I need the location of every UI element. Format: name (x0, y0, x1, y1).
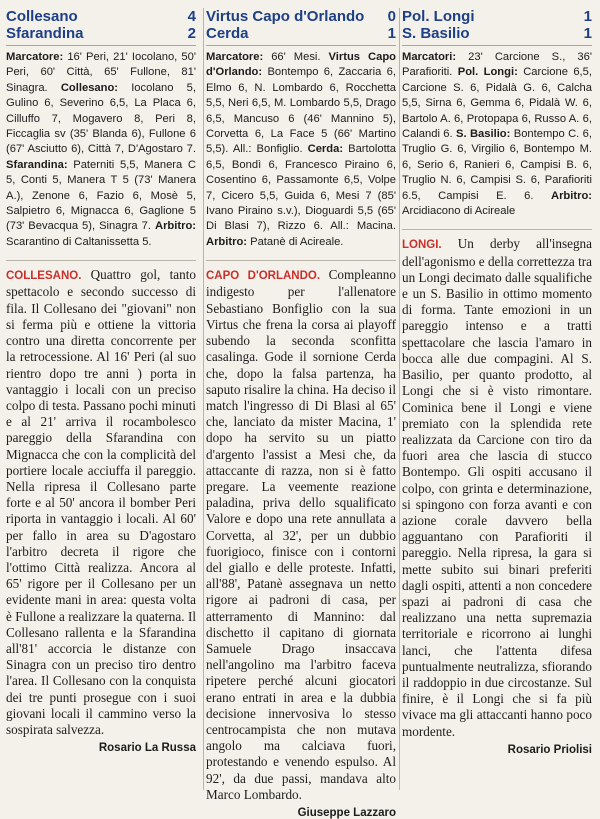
section-divider (402, 229, 592, 230)
box-label: Marcatore: (6, 51, 68, 63)
box-label: Marcatore: (206, 51, 272, 63)
section-divider (6, 260, 196, 261)
away-goals: 1 (583, 25, 592, 42)
box-label: S. Basilio: (456, 128, 514, 141)
away-team: S. Basilio (402, 25, 470, 42)
match-report-box (206, 50, 396, 250)
box-text: Patanè di Acireale. (250, 235, 344, 248)
away-goals: 2 (187, 25, 196, 42)
article-text: Un derby all'insegna dell'agonismo e della correttezza tra un Longi decimato dalle squalifiche e un S. Basilio in ottimo momento di forma. Tante emozioni in un pareggio intenso e a tratti spettacolare che lascia l'amaro in bocca alle due compagini. Al S. Basilio, per quanto prodotto, al Longi che si è visto rimontare. Cominica bene il Longi e viene premiato con la splendida rete realizzata da Carcione con tiro da fuori area che lascia di stucco Bontempo. Gli ospiti accusano il colpo, con grinta e determinazione, si spingono con forza avanti e con azione corale davvero bella agguantano con Parafioriti il pareggio. Nella ripresa, la gara si mette subito sui binari preferiti dagli ospiti, attenti a non concedere spazi ai padroni di casa che realizzano una netta supremazia territoriale e ricorrono ai lunghi lanci, che l'attenta difesa puntualmente neutralizza, sfiorando il raddoppio in due circostanze. Sul finire, è il Longi che si fa più vivace ma gli attaccanti hanno poco mordente. (402, 236, 592, 739)
box-text: Iocolano 5, Gulino 6, Severino 6,5, La Placa 6, Cilluffo 7, Mogavero 8, Peri 8, Ficcaglia sv (35' Blanda 6), Fullone 6 (67' Asciutto 6), Città 7, D'Agostaro 7. (6, 81, 196, 156)
home-team: Collesano (6, 8, 78, 25)
away-team: Cerda (206, 25, 249, 42)
article-kicker: COLLESANO. (6, 270, 82, 283)
scoreline (402, 8, 592, 42)
box-text: Carcione 6,5, Carcione S. 6, Pidalà G. 6, Calcha 5,5, Sirna 6, Gemma 6, Pidalà W. 6, Bartolo A. 6, Protopapa 6, Russo A. 6, Calandi 6. (402, 66, 592, 141)
box-label: Arbitro: (154, 220, 196, 233)
box-text: Paterniti 5,5, Manera C 5, Conti 5, Manera T 5 (73' Manera A.), Zenone 6, Fazio 6, Mosè 5, Salpietro 6, Mignacca 6, Gaglione 5 (73' Bevacqua 5), Sinagra 7. (6, 158, 196, 233)
column-rule (203, 8, 204, 790)
box-label: Cerda: (307, 143, 349, 156)
match-report-box (6, 50, 196, 250)
box-label: Pol. Longi: (457, 66, 524, 79)
column-rule (399, 8, 400, 790)
scoreline (6, 8, 196, 42)
away-team: Sfarandina (6, 25, 84, 42)
home-goals: 0 (387, 8, 396, 25)
box-text: 66' Mesi. (271, 51, 329, 63)
score-divider (206, 45, 396, 46)
home-goals: 1 (583, 8, 592, 25)
score-divider (402, 45, 592, 46)
article-body (402, 236, 592, 739)
article-body (206, 267, 396, 803)
box-label: Sfarandina: (6, 158, 74, 171)
box-label: Arbitro: (550, 189, 592, 202)
home-goals: 4 (187, 8, 196, 25)
box-text: 23' Carcione S., 36' Parafioriti. (402, 51, 593, 79)
article-body (6, 267, 196, 738)
box-label: Virtus Capo d'Orlando: (206, 51, 396, 79)
home-team: Virtus Capo d'Orlando (206, 8, 365, 25)
match-column-capo-dorlando (206, 8, 397, 819)
match-column-longi (402, 8, 592, 790)
box-label: Arbitro: (206, 235, 251, 248)
box-text: Arcidiacono di Acireale (402, 205, 516, 218)
match-column-collesano (6, 8, 196, 790)
article-byline: Rosario Priolisi (507, 743, 592, 756)
box-text: Bartolotta 6,5, Bondì 6, Francesco Piraino 6, Cosentino 6, Passamonte 6,5, Volpe 7, Cicero 5,5, Guida 6, Mesi 7 (85' Ivano Piraino s.v.), Dioguardi 5,5 (65' Di Blasi 7), Rizzo 6. All.: Macina. (206, 143, 397, 233)
match-report-box (402, 50, 592, 219)
box-label: Marcatori: (402, 51, 469, 63)
box-text: Bontempo C. 6, Truglio G. 6, Virgilio 6, Bontempo M. 6, Serio 6, Ranieri 6, Campisi B. 6, Truglio N. 6, Campisi S. 6, Parafioriti 6.5, Campisi E. 6. (402, 128, 592, 202)
article-byline: Giuseppe Lazzaro (297, 806, 396, 819)
article-byline: Rosario La Russa (98, 742, 196, 755)
scoreline (206, 8, 396, 42)
box-text: Bontempo 6, Zaccaria 6, Elmo 6, N. Lombardo 6, Rocchetta 5,5, Neri 6,5, M. Lombardo 5,5, Drago 6,5, Mancuso 6 (46' Mannino 5), Corvetta 6, La Face 5 (66' Martino 5,5). All.: Bonfiglio. (206, 66, 397, 156)
newspaper-page (6, 8, 596, 819)
score-divider (6, 45, 196, 46)
box-text: Scarantino di Caltanissetta 5. (6, 235, 152, 248)
box-label: Collesano: (60, 81, 132, 94)
section-divider (206, 260, 396, 261)
article-text: Quattro gol, tanto spettacolo e secondo successo di fila. Il Collesano dei "giovani" non si ferma più e ottiene la vittoria contro una diretta concorrente per la retrocessione. Al 16' Peri (al suo rientro dopo tre anni ) porta in vantaggio i locali con un preciso colpo di testa. Passano pochi minuti e al 21' arriva il rocambolesco pareggio della Sfarandina con Mignacca che con la complicità del portiere locale acciuffa il pareggio. Nella ripresa il Collesano parte forte e al 50' ancora il bomber Peri riporta in vantaggio i locali. Al 60' per fallo in area su D'agostaro l'arbitro decreta il rigore che l'ottimo Città realizza. Ancora al 65' rigore per il Collesano per un evidente mani in area: questa volta è Fullone a realizzare la quaterna. Il Collesano rallenta e la Sfarandina all'81' accorcia le distanze con Sinagra con un preciso tiro dentro l'area. Il Collesano con la conquista dei tre punti prosegue con i suoi giovani locali il cammino verso la sospirata salvezza. (6, 267, 196, 737)
article-text: Compleanno indigesto per l'allenatore Sebastiano Bonfiglio con la sua Virtus che frena la corsa ai playoff subendo la seconda sconfitta casalinga. Gode il sornione Cerda che, dopo la falsa partenza, ha saputo risalire la china. Ha deciso il match l'ingresso di Di Blasi al 65' che, lanciato da mister Macina, 1' dopo ha servito su un piatto d'argento l'assist a Mesi che, da attaccante di razza, non si è fatto pregare. La veemente reazione paladina, priva dello squalificato Valore e dopo una rete annullata a Corvetta, al 32', per un dubbio fuorigioco, finisce con i contorni del giallo e delle proteste. Infatti, all'88', Patanè assegnava un netto rigore ai padroni di casa, per atterramento di Mannino: dal dischetto il capitano di giornata Samuele Drago insaccava nell'angolino ma l'arbitro faceva ripetere perché alcuni giocatori erano entrati in area e la dubbia decisione innervosiva lo stesso centrocampista che non mutava angolo ma calciava fuori, protestando e venendo espulso. Al 92', da due passi, mandava alto Marco Lombardo. (206, 267, 396, 802)
away-goals: 1 (387, 25, 396, 42)
article-kicker: LONGI. (402, 239, 442, 252)
box-text: 16' Peri, 21' Iocolano, 50' Peri, 60' Città, 65' Fullone, 81' Sinagra. (6, 51, 196, 94)
article-kicker: CAPO D'ORLANDO. (206, 270, 321, 283)
home-team: Pol. Longi (402, 8, 475, 25)
